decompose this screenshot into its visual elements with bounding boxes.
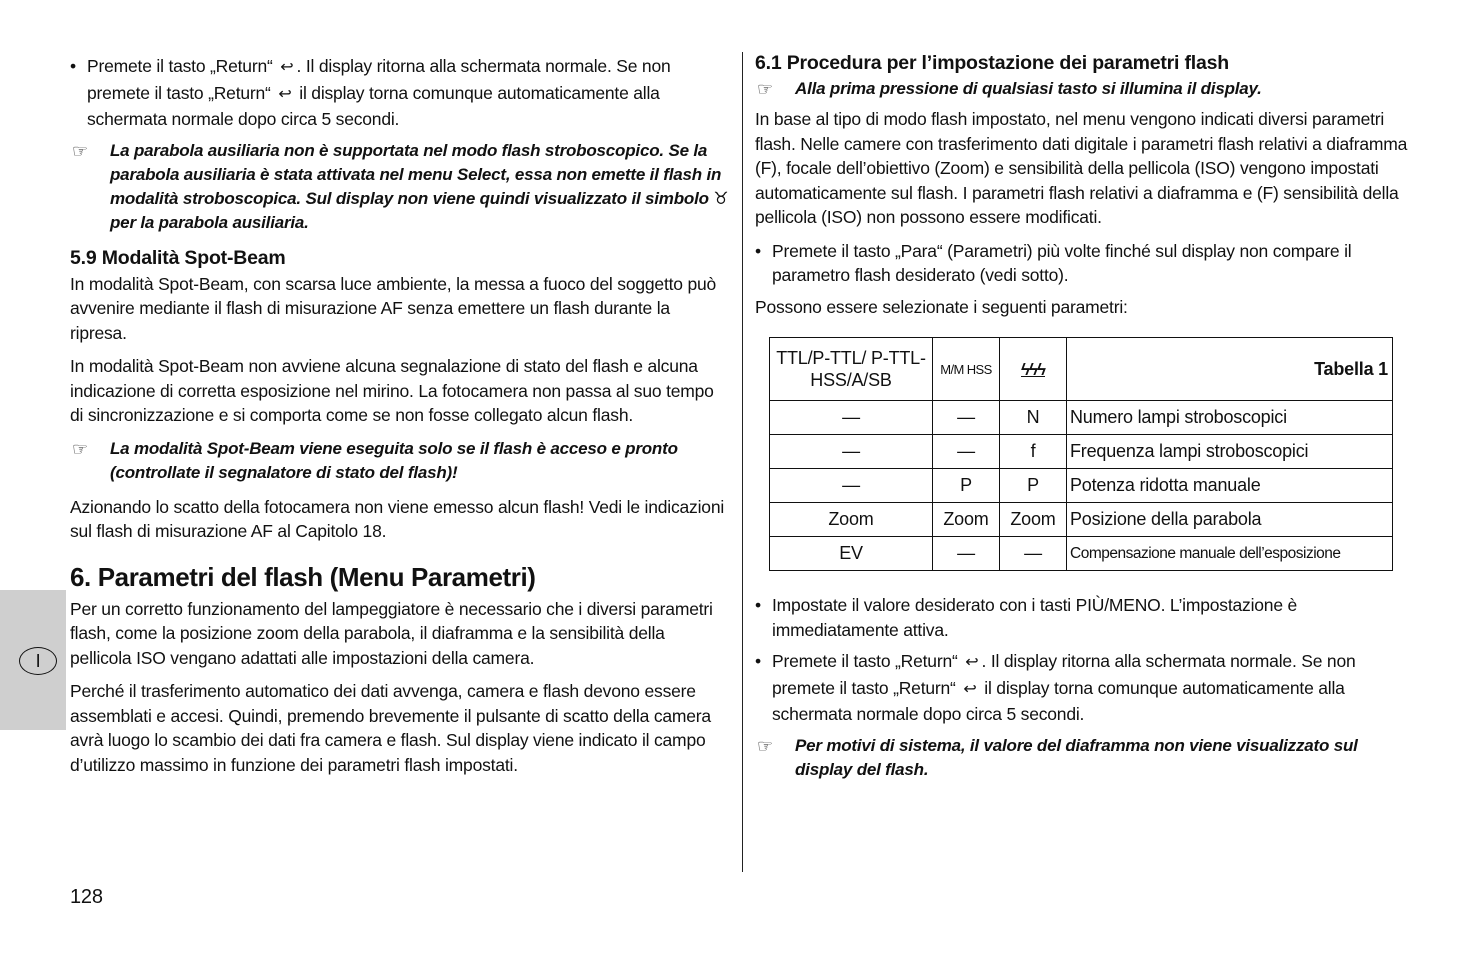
bullet-text: Premete il tasto „Return“	[772, 651, 958, 671]
table-cell: P	[1000, 469, 1067, 503]
bullet-text: . Il display ritorna alla schermata normale. Se non premete il tasto „Return“	[87, 56, 671, 103]
return-icon: ↩	[280, 59, 294, 76]
pointing-hand-icon: ☞	[72, 140, 88, 161]
bullet-text: il display torna comunque automaticamente alla schermata normale dopo circa 5 secondi.	[772, 677, 1345, 724]
table-header-row	[770, 338, 1393, 401]
note-text: La parabola ausiliaria non è supportata nel modo flash stroboscopico. Se la parabola ausiliaria è stata attivata nel menu Select, essa non emette il flash in modalità stroboscopica. Sul display non viene quindi visualizzato il simbolo	[110, 140, 722, 208]
bullet-text: il display torna comunque automaticamente alla schermata normale dopo circa 5 secondi.	[87, 82, 660, 129]
left-column	[70, 54, 730, 786]
return-icon: ↩	[963, 680, 977, 698]
table-cell: Zoom	[933, 503, 1000, 537]
paragraph: In modalità Spot-Beam non avviene alcuna segnalazione di stato del flash e alcuna indicazione di corretta esposizione nel mirino. La fotocamera non passa al suo tempo di sincronizzazione e si comporta come se non fosse collegato alcun flash.	[70, 356, 714, 425]
header-manual-modes: M/M HSS	[933, 338, 1000, 401]
bullet-return-right	[755, 649, 1415, 727]
table-cell: —	[770, 469, 933, 503]
section-title-5-9: 5.9 Modalità Spot-Beam	[70, 246, 286, 269]
table-cell-desc: Potenza ridotta manuale	[1067, 469, 1393, 503]
paragraph: Azionando lo scatto della fotocamera non viene emesso alcun flash! Vedi le indicazioni sul flash di misurazione AF al Capitolo 18.	[70, 496, 725, 541]
table-cell: EV	[770, 537, 933, 571]
bullet-text: . Il display ritorna alla schermata normale. Se non premete il tasto „Return“	[772, 651, 1356, 698]
note-text: Per motivi di sistema, il valore del diaframma non viene visualizzato sul display del flash.	[795, 735, 1358, 779]
parameters-table	[769, 337, 1393, 571]
note-text: per la parabola ausiliaria.	[110, 212, 309, 232]
column-divider	[742, 52, 743, 872]
page-number: 128	[70, 886, 103, 908]
table-cell: f	[1000, 435, 1067, 469]
table-cell: —	[933, 435, 1000, 469]
table-cell: —	[933, 537, 1000, 571]
table-cell: Zoom	[1000, 503, 1067, 537]
language-tab-marker	[19, 647, 57, 675]
pointing-hand-icon: ☞	[757, 735, 773, 756]
return-icon: ↩	[278, 85, 292, 103]
bullet-para-key: • Premete il tasto „Para“ (Parametri) più volte finché sul display non compare il parametro flash desiderato (vedi sotto).	[755, 239, 1415, 288]
table-row	[770, 401, 1393, 435]
table-cell-desc: Compensazione manuale dell’esposizione	[1067, 537, 1393, 571]
note-text: La modalità Spot-Beam viene eseguita solo se il flash è acceso e pronto (controllate il segnalatore di stato del flash)!	[110, 438, 678, 482]
right-column	[755, 52, 1415, 792]
table-row	[770, 469, 1393, 503]
table-row	[770, 435, 1393, 469]
table-cell-desc: Frequenza lampi stroboscopici	[1067, 435, 1393, 469]
pointing-hand-icon: ☞	[72, 438, 88, 459]
section-title-6-1: 6.1 Procedura per l’impostazione dei parametri flash	[755, 52, 1230, 74]
note-spot-beam	[70, 437, 730, 485]
bullet-return-left	[70, 54, 730, 132]
table-cell-desc: Posizione della parabola	[1067, 503, 1393, 537]
paragraph: Possono essere selezionate i seguenti parametri:	[755, 296, 1128, 317]
aux-reflector-icon: ♉	[713, 188, 729, 208]
stroboscope-icon: ϟϟϟ	[1021, 359, 1045, 379]
table-cell: N	[1000, 401, 1067, 435]
header-strobo-icon	[1000, 338, 1067, 401]
table-cell: P	[933, 469, 1000, 503]
bullet-text: Premete il tasto „Return“	[87, 56, 273, 76]
chapter-title-6: 6. Parametri del flash (Menu Parametri)	[70, 561, 536, 592]
table-cell: Zoom	[770, 503, 933, 537]
table-cell: —	[770, 435, 933, 469]
note-text: Alla prima pressione di qualsiasi tasto si illumina il display.	[795, 79, 1262, 98]
paragraph: In base al tipo di modo flash impostato, nel menu vengono indicati diversi parametri flash. Nelle camere con trasferimento dati digitale i parametri flash relativi a diaframma (F), focale dell’obiettivo (Zoom) e sensibilità della pellicola (ISO) vengono impostati automaticamente sul flash. I parametri flash relativi a diaframma e (F) sensibilità della pellicola (ISO) non possono essere modificati.	[755, 109, 1408, 227]
paragraph: Per un corretto funzionamento del lampeggiatore è necessario che i diversi parametri flash, come la posizione zoom della parabola, il diaframma e la sensibilità della pellicola ISO vengano adattati alle impostazioni della camera.	[70, 598, 713, 668]
table-cell: —	[933, 401, 1000, 435]
table-cell-desc: Numero lampi stroboscopici	[1067, 401, 1393, 435]
header-ttl-modes: TTL/P-TTL/ P-TTL-HSS/A/SB	[770, 338, 933, 401]
bullet-plus-minus: • Impostate il valore desiderato con i tasti PIÙ/MENO. L’impostazione è immediatamente attiva.	[755, 593, 1415, 642]
paragraph: In modalità Spot-Beam, con scarsa luce ambiente, la messa a fuoco del soggetto può avvenire mediante il flash di misurazione AF senza emettere un flash durante la ripresa.	[70, 273, 717, 343]
table-title: Tabella 1	[1067, 338, 1393, 401]
note-aperture	[755, 734, 1415, 782]
pointing-hand-icon: ☞	[757, 79, 773, 99]
note-display-light	[755, 77, 1415, 101]
return-icon: ↩	[965, 654, 979, 671]
note-aux-reflector	[70, 139, 730, 235]
language-tab-label: I	[35, 650, 41, 671]
table-cell: —	[770, 401, 933, 435]
paragraph: Perché il trasferimento automatico dei dati avvenga, camera e flash devono essere assemblati e accesi. Quindi, premendo brevemente il pulsante di scatto della camera avrà luogo lo scambio dei dati fra camera e flash. Sul display viene indicato il campo d’utilizzo massimo in funzione dei parametri flash impostati.	[70, 681, 711, 775]
table-row	[770, 503, 1393, 537]
table-row	[770, 537, 1393, 571]
table-cell: —	[1000, 537, 1067, 571]
